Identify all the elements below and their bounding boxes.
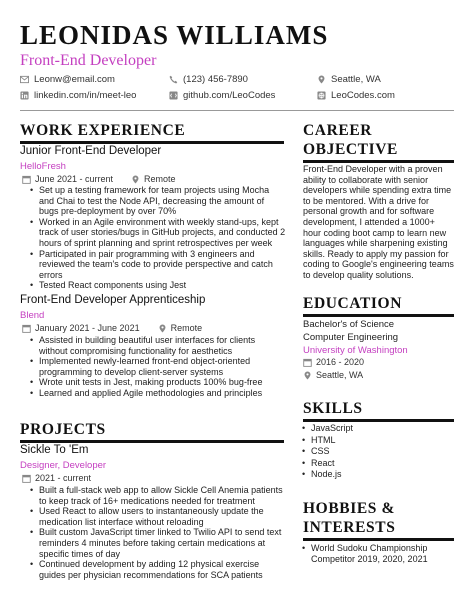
- calendar-icon: [303, 358, 312, 367]
- skills-list: [300, 423, 450, 481]
- project-meta-1: [22, 473, 91, 483]
- email-text: Leonw@email.com: [34, 74, 115, 85]
- degree-text: Bachelor's of Science: [303, 319, 395, 330]
- work-experience-rule: [20, 141, 284, 144]
- skills-heading: SKILLS: [303, 400, 363, 417]
- globe-icon: [317, 91, 326, 100]
- project-title-1: Sickle To 'Em: [20, 444, 89, 456]
- education-rule: [303, 314, 454, 317]
- list-item: • HTML: [300, 435, 450, 447]
- company-1: HelloFresh: [20, 161, 66, 172]
- list-item: • Set up a testing framework for team projects using Mocha and Chai to test the Node API, decreasing the amount of bugs pre-deployment by over 70%: [28, 185, 286, 217]
- linkedin-text: linkedin.com/in/meet-leo: [34, 90, 137, 101]
- map-pin-icon: [317, 75, 326, 84]
- contact-location: [317, 74, 381, 85]
- contact-linkedin[interactable]: [20, 90, 136, 101]
- skills-rule: [303, 419, 454, 422]
- contact-github[interactable]: [169, 90, 275, 101]
- education-dates-row: [303, 357, 364, 367]
- map-pin-icon: [158, 324, 167, 333]
- list-item: • Node.js: [300, 469, 450, 481]
- education-dates: 2016 - 2020: [316, 357, 365, 367]
- calendar-icon: [22, 474, 31, 483]
- project-dates-1: 2021 - current: [35, 473, 92, 483]
- job-title-2: Front-End Developer Apprenticeship: [20, 294, 206, 306]
- list-item: • Continued development by adding 12 physical exercise guides per physician recommendations for SCA patients: [28, 559, 286, 580]
- project-bullets-1: [28, 485, 286, 580]
- linkedin-icon: [20, 91, 29, 100]
- project-role-1: Designer, Developer: [20, 460, 107, 471]
- phone-icon: [169, 75, 178, 84]
- list-item: • Built custom JavaScript timer linked to Twilio API to send text reminders 4 minutes before taking certain medications at specific times of day: [28, 527, 286, 559]
- list-item: • JavaScript: [300, 423, 450, 435]
- career-objective-heading: CAREER OBJECTIVE: [303, 122, 398, 158]
- hobbies-heading: HOBBIES & INTERESTS: [303, 500, 396, 536]
- hobbies-list: [300, 543, 455, 564]
- list-item: • Used React to allow users to instantaneously update the medication list interface without reloading: [28, 506, 286, 527]
- candidate-role: Front-End Developer: [20, 52, 157, 69]
- candidate-name: LEONIDAS WILLIAMS: [20, 20, 329, 50]
- projects-rule: [20, 440, 284, 443]
- list-item: • Built a full-stack web app to allow Sickle Cell Anemia patients to keep track of 16+ medications needed for treatment: [28, 485, 286, 506]
- major-text: Computer Engineering: [303, 332, 399, 343]
- career-objective-rule: [303, 160, 454, 163]
- job-location-1: Remote: [144, 174, 176, 184]
- github-icon: [169, 91, 178, 100]
- education-location-row: [303, 370, 363, 380]
- list-item: • World Sudoku Championship Competitor 2019, 2020, 2021: [300, 543, 455, 564]
- list-item: • Tested React components using Jest: [28, 280, 286, 291]
- list-item: • Learned and applied Agile methodologies and principles: [28, 388, 286, 399]
- career-objective-text: Front-End Developer with a proven ability to collaborate with senior developers while spending extra time to be mentored. With a drive for personal growth and for software development, I attended a 1000+ hour coding boot camp to learn new languages while sharpening existing skills. Ready to apply my passion for coding to Google's engineering teams to develop quality solutions.: [303, 164, 454, 280]
- job-dates-1: June 2021 - current: [35, 174, 114, 184]
- job-location-2: Remote: [170, 323, 203, 333]
- list-item: • CSS: [300, 446, 450, 458]
- header-divider: [20, 110, 454, 111]
- projects-heading: PROJECTS: [20, 421, 106, 438]
- github-text: github.com/LeoCodes: [183, 90, 276, 101]
- calendar-icon: [22, 324, 31, 333]
- job-bullets-1: [28, 185, 286, 291]
- contact-phone: [169, 74, 248, 85]
- contact-email: [20, 74, 115, 85]
- work-experience-heading: WORK EXPERIENCE: [20, 122, 186, 139]
- list-item: • Participated in pair programming with 3 engineers and reviewed the team's code to provide perspective and catch errors: [28, 249, 286, 281]
- phone-text: (123) 456-7890: [183, 74, 248, 85]
- education-heading: EDUCATION: [303, 295, 402, 312]
- list-item: • React: [300, 458, 450, 470]
- map-pin-icon: [131, 175, 140, 184]
- job-meta-1: [22, 174, 176, 184]
- education-location: Seattle, WA: [316, 370, 364, 380]
- list-item: • Implemented newly-learned front-end object-oriented programming to develop client-server systems: [28, 356, 286, 377]
- website-text: LeoCodes.com: [331, 90, 395, 101]
- job-title-1: Junior Front-End Developer: [20, 145, 162, 157]
- school-text: University of Washington: [303, 345, 408, 356]
- company-2: Blend: [20, 310, 45, 321]
- envelope-icon: [20, 75, 29, 84]
- job-bullets-2: [28, 335, 286, 399]
- hobbies-rule: [303, 538, 454, 541]
- location-text: Seattle, WA: [331, 74, 381, 85]
- job-dates-2: January 2021 - June 2021: [35, 323, 140, 333]
- list-item: • Wrote unit tests in Jest, making products 100% bug-free: [28, 377, 286, 388]
- list-item: • Worked in an Agile environment with weekly stand-ups, kept track of user stories/bugs in GitHub projects, and conducted 2 hours of sprint planning and sprint retrospectives per week: [28, 217, 286, 249]
- calendar-icon: [22, 175, 31, 184]
- map-pin-icon: [303, 371, 312, 380]
- job-meta-2: [22, 323, 202, 333]
- list-item: • Assisted in building beautiful user interfaces for clients without compromising functionality for aesthetics: [28, 335, 286, 356]
- contact-website[interactable]: [317, 90, 395, 101]
